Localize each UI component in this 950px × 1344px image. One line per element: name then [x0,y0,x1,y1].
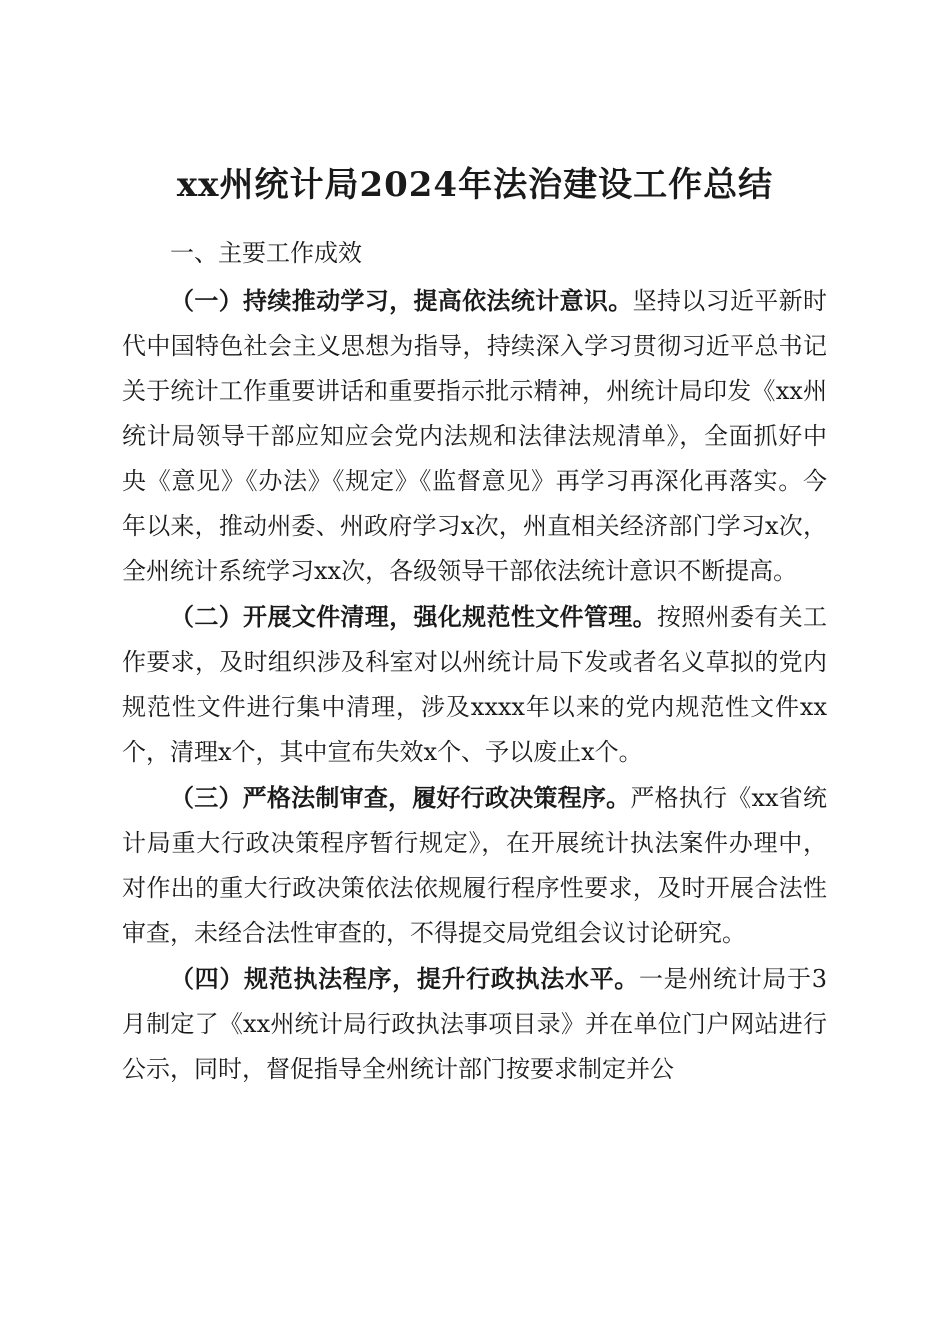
paragraph-3 [122,775,827,956]
paragraph-4 [122,956,827,1092]
paragraph-2-lead: （二）开展文件清理，强化规范性文件管理。 [170,602,657,631]
paragraph-3-text: 严格执行《xx省统计局重大行政决策程序暂行规定》，在开展统计执法案件办理中，对作出的重大行政决策依法依规履行程序性要求，及时开展合法性审查，未经合法性审查的，不得提交局党组会议讨论研究。 [122,784,827,947]
paragraph-2 [122,594,827,775]
section-heading: 一、主要工作成效 [170,239,362,267]
paragraph-1 [122,278,827,594]
document-body [122,228,827,1092]
document-title: xx州统计局2024年法治建设工作总结 [176,164,774,205]
paragraph-1-lead: （一）持续推动学习，提高依法统计意识。 [170,286,633,315]
paragraph-4-lead: （四）规范执法程序，提升行政执法水平。 [170,964,639,993]
paragraph-1-text: 坚持以习近平新时代中国特色社会主义思想为指导，持续深入学习贯彻习近平总书记关于统计工作重要讲话和重要指示批示精神，州统计局印发《xx州统计局领导干部应知应会党内法规和法律法规清单》，全面抓好中央《意见》《办法》《规定》《监督意见》再学习再深化再落实。今年以来，推动州委、州政府学习x次，州直相关经济部门学习x次，全州统计系统学习xx次，各级领导干部依法统计意识不断提高。 [122,287,828,585]
paragraph-3-lead: （三）严格法制审查，履好行政决策程序。 [170,783,631,812]
paragraph-2-text: 按照州委有关工作要求，及时组织涉及科室对以州统计局下发或者名义草拟的党内规范性文件进行集中清理，涉及xxxx年以来的党内规范性文件xx个，清理x个，其中宣布失效x个、予以废止x个。 [122,603,827,766]
paragraph-4-text: 一是州统计局于3月制定了《xx州统计局行政执法事项目录》并在单位门户网站进行公示，同时，督促指导全州统计部门按要求制定并公 [122,965,827,1083]
